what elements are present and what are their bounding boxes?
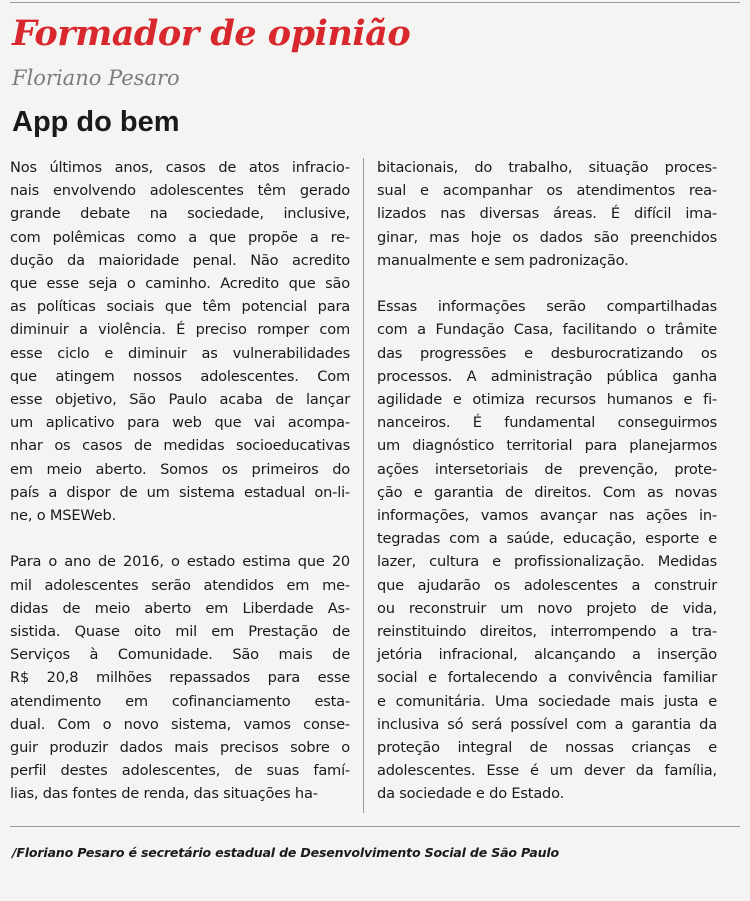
text-line: diminuir a violência. É preciso romper com xyxy=(10,321,350,339)
text-line: lias, das fontes de renda, das situações ha- xyxy=(10,785,318,803)
text-line: guir produzir dados mais precisos sobre o xyxy=(10,739,350,757)
text-line: ne, o MSEWeb. xyxy=(10,507,117,525)
text-line: que esse seja o caminho. Acredito que são xyxy=(10,275,350,293)
text-line: didas de meio aberto em Liberdade As- xyxy=(10,599,350,617)
text-line: informações, vamos avançar nas ações in- xyxy=(377,507,717,525)
text-line: perfil destes adolescentes, de suas famí- xyxy=(10,762,350,780)
text-line: Nos últimos anos, casos de atos infracio- xyxy=(10,159,350,176)
text-line: sistida. Quase oito mil em Prestação de xyxy=(10,623,350,641)
text-line: nhar os casos de medidas socioeducativas xyxy=(10,437,350,455)
text-line: proteção integral de nossas crianças e xyxy=(377,739,717,757)
text-line: nanceiros. É fundamental conseguirmos xyxy=(377,414,717,432)
text-line: Essas informações serão compartilhadas xyxy=(377,298,717,316)
text-line: inclusiva só será possível com a garantia da xyxy=(377,715,717,733)
article-headline: App do bem xyxy=(12,106,180,138)
article-paragraph xyxy=(10,156,350,527)
text-line: tegradas com a saúde, educação, esporte e xyxy=(377,530,717,548)
text-line: um aplicativo para web que vai acompa- xyxy=(10,414,350,432)
text-line: e comunitária. Uma sociedade mais justa e xyxy=(377,692,717,710)
text-line: com a Fundação Casa, facilitando o trâmite xyxy=(377,321,717,339)
text-line: dual. Com o novo sistema, vamos conse- xyxy=(10,715,350,733)
text-line: um diagnóstico territorial para planejarmos xyxy=(377,437,717,455)
text-line: lizados nas diversas áreas. É difícil ima- xyxy=(377,205,717,223)
author-byline: Floriano Pesaro xyxy=(12,66,180,90)
text-line: ginar, mas hoje os dados são preenchidos xyxy=(377,228,717,246)
text-line: reinstituindo direitos, interrompendo a tra- xyxy=(377,623,717,641)
author-footnote: /Floriano Pesaro é secretário estadual de Desenvolvimento Social de São Paulo xyxy=(12,845,559,860)
text-line: grande debate na sociedade, inclusive, xyxy=(10,205,350,223)
text-line: R$ 20,8 milhões repassados para esse xyxy=(10,669,350,687)
column-divider xyxy=(363,158,364,813)
text-line: dução da maioridade penal. Não acredito xyxy=(10,251,350,269)
text-line: com polêmicas como a que propõe a re- xyxy=(10,228,350,246)
article-column-right xyxy=(377,156,717,806)
text-line: Serviços à Comunidade. São mais de xyxy=(10,646,350,664)
text-line: agilidade e otimiza recursos humanos e fi- xyxy=(377,391,717,409)
text-line: ou reconstruir um novo projeto de vida, xyxy=(377,599,717,617)
section-title: Formador de opinião xyxy=(12,13,411,54)
text-line: que ajudarão os adolescentes a construir xyxy=(377,576,717,594)
text-line: jetória infracional, alcançando a inserção xyxy=(377,646,717,664)
top-rule xyxy=(10,2,740,3)
text-line: adolescentes. Esse é um dever da família, xyxy=(377,762,717,780)
text-line: sual e acompanhar os atendimentos rea- xyxy=(377,182,717,200)
text-line: da sociedade e do Estado. xyxy=(377,785,565,803)
article-column-left xyxy=(10,156,350,806)
text-line: nais envolvendo adolescentes têm gerado xyxy=(10,182,350,200)
text-line: bitacionais, do trabalho, situação proces- xyxy=(377,159,717,176)
text-line: processos. A administração pública ganha xyxy=(377,367,717,385)
text-line: ações intersetoriais de prevenção, prote- xyxy=(377,460,717,478)
text-line: esse objetivo, São Paulo acaba de lançar xyxy=(10,391,350,409)
article-paragraph xyxy=(377,295,717,805)
text-line: social e fortalecendo a convivência familiar xyxy=(377,669,717,687)
text-line: que atingem nossos adolescentes. Com xyxy=(10,367,350,385)
article-paragraph xyxy=(377,156,717,272)
text-line: ção e garantia de direitos. Com as novas xyxy=(377,483,717,501)
text-line: das progressões e desburocratizando os xyxy=(377,344,717,362)
text-line: manualmente e sem padronização. xyxy=(377,251,629,269)
text-line: em meio aberto. Somos os primeiros do xyxy=(10,460,350,478)
text-line: Para o ano de 2016, o estado estima que 20 xyxy=(10,553,350,571)
text-line: lazer, cultura e profissionalização. Medidas xyxy=(377,553,717,571)
article-paragraph xyxy=(10,550,350,805)
text-line: esse ciclo e diminuir as vulnerabilidades xyxy=(10,344,350,362)
text-line: país a dispor de um sistema estadual on-li- xyxy=(10,483,350,501)
text-line: mil adolescentes serão atendidos em me- xyxy=(10,576,350,594)
text-line: atendimento em cofinanciamento esta- xyxy=(10,692,350,710)
text-line: as políticas sociais que têm potencial para xyxy=(10,298,350,316)
footer-rule xyxy=(10,826,740,827)
